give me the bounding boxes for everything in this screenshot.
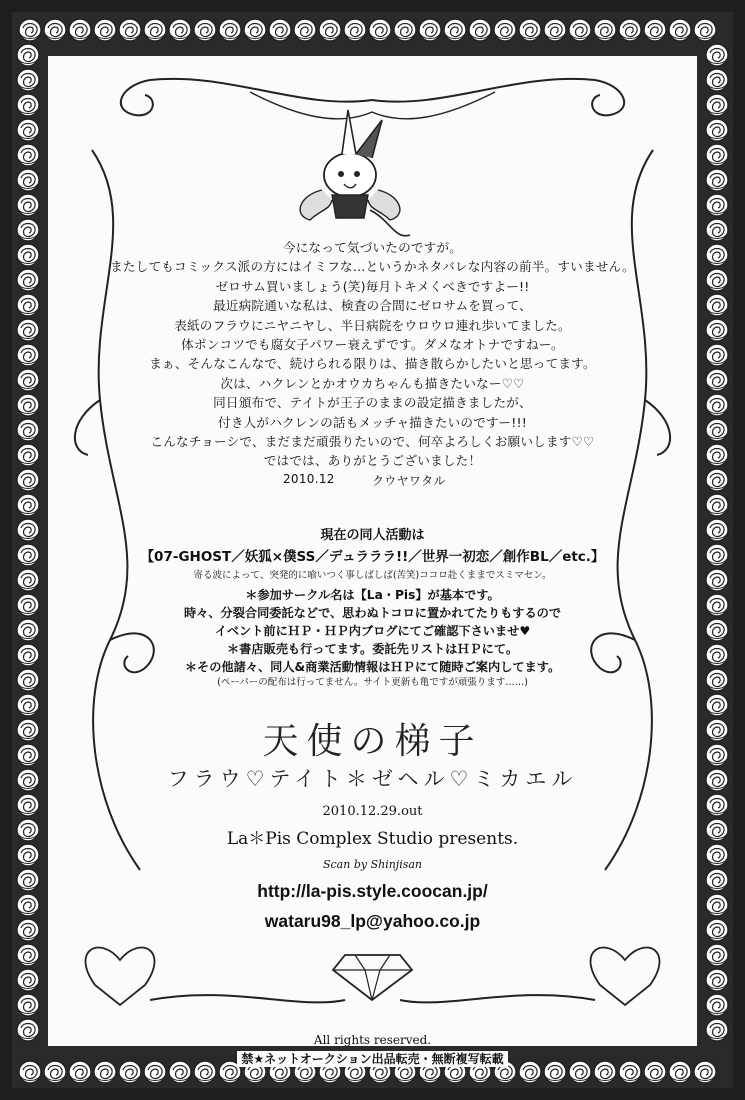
letter-date: 2010.12 <box>283 472 335 486</box>
letter-line: ゼロサム買いましょう(笑)毎月トキメくべきですよー!! <box>215 278 530 294</box>
note-line: ＊書店販売も行ってます。委託先リストはＨＰにて。 <box>226 642 519 656</box>
letter-body <box>0 238 745 471</box>
letter-line: 付き人がハクレンの話もメッチャ描きたいのですー!!! <box>218 414 527 430</box>
letter-line: こんなチョーシで、まだまだ頑張りたいので、何卒よろしくお願いします♡♡ <box>150 434 595 450</box>
letter-line: ではでは、ありがとうございました！ <box>263 453 482 469</box>
note-line: 時々、分裂合同委託などで、思わぬトコロに置かれてたりもするので <box>183 606 562 620</box>
note-line: ＊参加サークル名は【La・Pis】が基本です。 <box>245 588 500 602</box>
email-link[interactable]: wataru98_lp@yahoo.co.jp <box>264 911 481 931</box>
rights-notice: All rights reserved. <box>313 1033 432 1047</box>
book-title: 天使の梯子 <box>262 721 483 762</box>
letter-line: 体ポンコツでも腐女子パワー衰えずです。ダメなオトナですねー。 <box>181 337 564 353</box>
book-title-block <box>0 720 745 794</box>
letter-line: 同日頒布で、テイトが王子のままの設定描きましたが、 <box>213 395 532 411</box>
letter-line: またしてもコミックス派の方にはイミフな…というかネタバレな内容の前半。すいません。 <box>110 259 635 275</box>
letter-line: 今になって気づいたのですが。 <box>282 240 463 255</box>
mascot-illustration <box>300 110 410 236</box>
activities-section <box>0 526 745 583</box>
activities-list: 【07-GHOST／妖狐×僕SS／デュラララ!!／世界一初恋／創作BL／etc.】 <box>140 549 605 565</box>
ban-notice: 禁★ネットオークション出品転売・無断複写転載 <box>237 1051 507 1067</box>
note-small: (ペーパーの配布は行ってません。サイト更新も亀ですが頑張ります……) <box>217 677 528 688</box>
book-meta <box>0 800 745 936</box>
release-date: 2010.12.29.out <box>322 804 423 819</box>
activities-note: 寄る波によって、突発的に喰いつく事しばしば(苦笑)ココロ赴くままでスミマセン。 <box>193 570 552 581</box>
letter-line: 最近病院通いな私は、検査の合間にゼロサムを買って、 <box>213 298 532 314</box>
activities-heading: 現在の同人活動は <box>320 528 425 543</box>
website-link[interactable]: http://la-pis.style.coocan.jp/ <box>257 881 488 901</box>
footer <box>0 1032 745 1067</box>
studio-name: La＊Pis Complex Studio presents. <box>226 829 519 849</box>
letter-line: まぁ、そんなこんなで、続けられる限りは、描き散らかしたいと思ってます。 <box>149 356 596 372</box>
notes-section <box>0 586 745 690</box>
scan-credit: Scan by Shinjisan <box>322 858 423 871</box>
letter-author: クウヤワタル <box>372 474 446 488</box>
note-line: イベント前にＨＰ・ＨＰ内ブログにてご確認下さいませ♥ <box>214 624 531 638</box>
letter-line: 表紙のフラウにニヤニヤし、半日病院をウロウロ連れ歩いてました。 <box>174 317 571 333</box>
letter-line: 次は、ハクレンとかオウカちゃんも描きたいなー♡♡ <box>220 375 525 391</box>
note-line: ＊その他諸々、同人&商業活動情報はＨＰにて随時ご案内してます。 <box>184 660 561 674</box>
book-subtitle: フラウ♡テイト＊ゼヘル♡ミカエル <box>167 767 578 791</box>
